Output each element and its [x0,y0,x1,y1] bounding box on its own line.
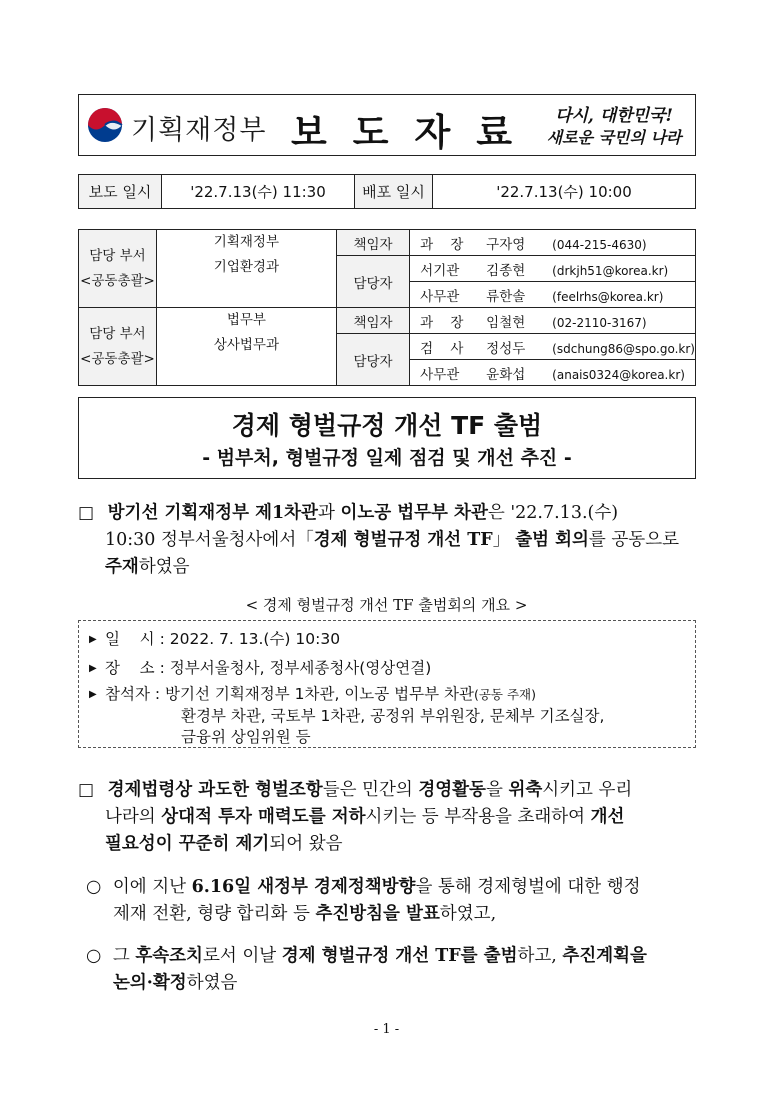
distribute-date-label: 배포 일시 [355,175,433,208]
text-bold: 상대적 투자 매력도를 저하 [161,807,366,827]
person-contact: (sdchung86@spo.go.kr) [552,341,695,356]
contact-person [410,334,696,360]
text: 시키고 우리 [542,780,633,800]
person-title: 검 사 [420,340,464,357]
text-bold: 개선 [590,807,625,827]
text: 하였음 [138,557,190,577]
person-name: 윤화섭 [486,366,526,383]
text: 이에 지난 [112,877,192,897]
triangle-bullet-icon: ▶ [89,634,97,645]
lead-label: 책임자 [336,230,409,256]
report-date-label: 보도 일시 [79,175,162,208]
text: 하였음 [186,973,238,993]
press-release-title: 보도자료 [291,111,538,154]
person-title: 사무관 [420,366,460,383]
paragraph-2 [78,777,698,858]
circle-bullet-icon: ○ [86,877,102,897]
paragraph-3 [86,874,698,928]
attendees-line-3: 금융위 상임위원 등 [181,728,311,746]
slogan-handwriting [539,101,689,151]
contact-person [410,282,696,308]
overview-value: 방기선 기획재정부 1차관, 이노공 법무부 차관 [165,685,474,703]
dept-tag: <공동총괄> [80,272,155,289]
slogan-line1: 다시, 대한민국! [555,106,673,126]
dept-label: 담당 부서 [89,325,146,342]
person-title: 사무관 [420,288,460,305]
text: 들은 민간의 [322,780,419,800]
table-row [79,230,696,256]
text: 은 '22.7.13.(수) [487,503,619,523]
text-bold: 필요성이 꾸준히 제기 [105,834,270,854]
contact-person [410,360,696,386]
overview-title: < 경제 형벌규정 개선 TF 출범회의 개요 > [245,596,528,614]
text: 10:30 정부서울청사에서「 [105,530,314,550]
square-bullet-icon: □ [78,503,95,523]
list-item [89,682,536,704]
dept-cell [79,230,157,308]
overview-label: 참석자 : [105,685,161,703]
release-date-table [78,174,696,209]
dept-cell [79,308,157,386]
headline-box [78,397,696,479]
square-bullet-icon: □ [78,780,95,800]
paragraph-4 [86,943,698,997]
attendees-line-2: 환경부 차관, 국토부 1차관, 공정위 부위원장, 문체부 기조실장, [181,707,605,725]
staff-label: 담당자 [336,334,409,386]
text: 제재 전환, 형량 합리화 등 [113,904,316,924]
contact-person [410,230,696,256]
text-bold: 경제법령상 과도한 형벌조항 [107,780,323,800]
report-date-value: '22.7.13(수) 11:30 [162,175,355,208]
org-cell [156,230,336,308]
paragraph-1 [78,500,698,581]
text: 나라의 [105,807,162,827]
org-line1: 기획재정부 [213,234,280,250]
text: 시키는 등 부작용을 초래하여 [365,807,591,827]
dept-label: 담당 부서 [89,247,146,264]
list-item [89,627,340,649]
circle-bullet-icon: ○ [86,946,102,966]
press-header [78,94,696,156]
headline-title: 경제 형벌규정 개선 TF 출범 [231,411,543,440]
overview-box [78,620,696,748]
text: 를 공동으로 [588,530,680,550]
list-item [89,656,431,678]
contact-table [78,229,696,386]
text-bold: 후속조치 [135,946,203,966]
org-line2: 상사법무과 [213,337,280,353]
government-emblem-icon [87,107,123,143]
text-bold: 경제 형벌규정 개선 TF [313,530,493,550]
text-bold: 경영활동 [418,780,486,800]
slogan-line2: 새로운 국민의 나라 [546,128,682,147]
text: 그 [112,946,136,966]
person-name: 임철현 [486,314,526,331]
text-bold: 추진계획을 [562,946,647,966]
text: 을 통해 경제형벌에 대한 행정 [415,877,641,897]
overview-value: 2022. 7. 13.(수) 10:30 [169,630,341,648]
text-bold: 방기선 기획재정부 제1차관 [107,503,318,523]
person-contact: (02-2110-3167) [552,315,647,330]
text-bold: 주재 [105,557,139,577]
overview-note: (공동 주재) [473,687,536,702]
person-name: 류한솔 [486,288,526,305]
person-contact: (drkjh51@korea.kr) [552,263,669,278]
person-contact: (feelrhs@korea.kr) [552,289,664,304]
contact-person [410,308,696,334]
overview-label: 장 소 : [105,659,165,677]
distribute-date-value: '22.7.13(수) 10:00 [496,183,632,201]
text: 하고, [517,946,563,966]
org-cell [156,308,336,386]
ministry-name: 기획재정부 [131,115,267,146]
page-number: - 1 - [373,1022,400,1037]
text-bold: 위축 [508,780,543,800]
headline-subtitle: - 범부처, 형벌규정 일제 점검 및 개선 추진 - [202,447,572,469]
table-row [79,308,696,334]
triangle-bullet-icon: ▶ [89,689,97,700]
person-name: 정성두 [486,340,526,357]
text: 로서 이날 [202,946,282,966]
text-bold: 6.16일 새정부 경제정책방향 [191,877,416,897]
person-contact: (anais0324@korea.kr) [552,367,685,382]
person-title: 과 장 [420,236,464,253]
text-bold: 논의·확정 [113,973,187,993]
text-bold: 추진방침을 발표 [315,904,440,924]
dept-tag: <공동총괄> [80,350,155,367]
person-contact: (044-215-4630) [552,237,647,252]
text: 하였고, [439,904,497,924]
org-line2: 기업환경과 [213,259,280,275]
text-bold: 경제 형벌규정 개선 TF를 출범 [281,946,518,966]
text-bold: 이노공 법무부 차관 [340,503,488,523]
overview-value: 정부서울청사, 정부세종청사(영상연결) [169,659,432,677]
text: 을 [485,780,509,800]
person-title: 서기관 [420,262,460,279]
person-name: 김종현 [486,262,526,279]
text: 과 [317,503,341,523]
triangle-bullet-icon: ▶ [89,663,97,674]
person-name: 구자영 [486,236,526,253]
contact-person [410,256,696,282]
overview-label: 일 시 : [105,630,165,648]
text: 되어 왔음 [269,834,343,854]
text-bold: 출범 회의 [515,530,589,550]
staff-label: 담당자 [336,256,409,308]
lead-label: 책임자 [336,308,409,334]
org-line1: 법무부 [226,312,266,328]
text: 」 [492,530,511,550]
person-title: 과 장 [420,314,464,331]
